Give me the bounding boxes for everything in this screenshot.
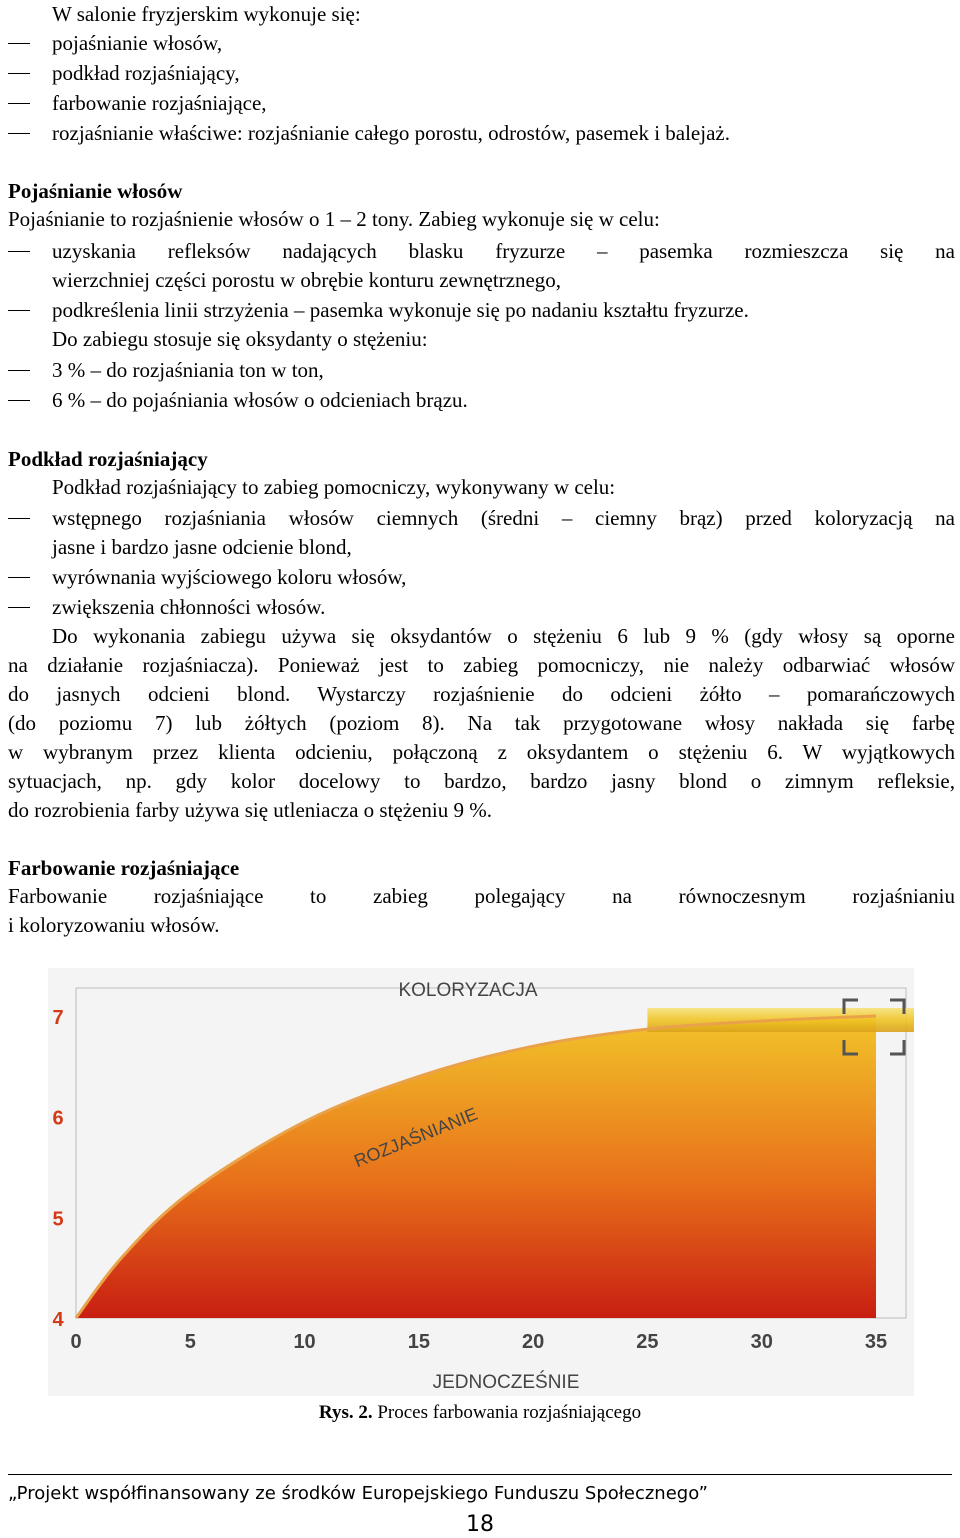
section2-para-line: do jasnych odcieni blond. Wystarczy rozjaśnienie do odcieni żółto – pomarańczowych — [8, 682, 955, 706]
dash-bullet — [8, 251, 30, 252]
section1-item2: podkreślenia linii strzyżenia – pasemka wykonuje się po nadaniu kształtu fryzurze. — [52, 298, 749, 322]
section2-para-line: w wybranym przez klienta odcieniu, połączoną z oksydantem o stężeniu 6. W wyjątkowych — [8, 740, 955, 764]
intro-item: farbowanie rozjaśniające, — [52, 91, 267, 115]
x-tick-label: 20 — [522, 1331, 545, 1353]
caption-text: Proces farbowania rozjaśniającego — [372, 1402, 642, 1423]
dash-bullet — [8, 133, 30, 134]
intro-item: rozjaśnianie właściwe: rozjaśnianie całego porostu, odrostów, pasemek i balejaż. — [52, 121, 730, 145]
x-tick-label: 35 — [864, 1331, 888, 1353]
section2-para-line: Do wykonania zabiegu używa się oksydantów o stężeniu 6 lub 9 % (gdy włosy są oporne — [52, 624, 955, 648]
curve-label: ROZJAŚNIANIE — [351, 1103, 481, 1172]
section3-line1: Farbowanie rozjaśniające to zabieg polegający na równoczesnym rozjaśnianiu — [8, 884, 955, 908]
section2-para-line: do rozrobienia farby używa się utleniacza o stężeniu 9 %. — [8, 798, 492, 822]
coloring-process-chart — [48, 968, 914, 1396]
intro-item: podkład rozjaśniający, — [52, 61, 240, 85]
x-tick-label: 30 — [750, 1331, 773, 1353]
section-title-podklad: Podkład rozjaśniający — [8, 447, 208, 471]
x-axis-label: JEDNOCZEŚNIE — [432, 1372, 580, 1393]
section2-para-line: (do poziomu 7) lub żółtych (poziom 8). Na tak przygotowane włosy nakłada się farbę — [8, 711, 955, 735]
dash-bullet — [8, 43, 30, 44]
section2-item2: wyrównania wyjściowego koloru włosów, — [52, 565, 407, 589]
y-tick-label: 4 — [52, 1309, 64, 1331]
page-number: 18 — [466, 1512, 494, 1537]
figure-caption — [0, 1400, 960, 1426]
y-tick-label: 6 — [52, 1107, 64, 1130]
x-tick-label: 15 — [407, 1331, 430, 1353]
intro-item: pojaśnianie włosów, — [52, 31, 223, 55]
footer-text: „Projekt współfinansowany ze środków Europejskiego Funduszu Społecznego” — [8, 1483, 708, 1504]
section1-item1-line2: wierzchniej części porostu w obrębie konturu zewnętrznego, — [52, 268, 562, 292]
y-tick-label: 5 — [52, 1208, 64, 1231]
dash-bullet — [8, 370, 30, 371]
section2-para-line: na działanie rozjaśniacza). Ponieważ jest to zabieg pomocniczy, nie należy odbarwiać włosów — [8, 653, 955, 677]
dash-bullet — [8, 518, 30, 519]
x-tick-label: 5 — [184, 1331, 196, 1353]
caption-label: Rys. 2. — [318, 1402, 373, 1423]
section1-para: Do zabiegu stosuje się oksydanty o stężeniu: — [52, 327, 428, 351]
footer-divider — [8, 1474, 952, 1475]
dash-bullet — [8, 73, 30, 74]
section2-item1-line2: jasne i bardzo jasne odcienie blond, — [52, 535, 352, 559]
section1-conc2: 6 % – do pojaśniania włosów o odcieniach brązu. — [52, 388, 468, 412]
section-title-pojasnianie: Pojaśnianie włosów — [8, 179, 183, 203]
y-tick-label: 7 — [52, 1007, 64, 1029]
section-title-farbowanie: Farbowanie rozjaśniające — [8, 856, 240, 880]
dash-bullet — [8, 577, 30, 578]
section2-lead: Podkład rozjaśniający to zabieg pomocniczy, wykonywany w celu: — [52, 475, 616, 499]
section2-item1-line1: wstępnego rozjaśniania włosów ciemnych (średni – ciemny brąz) przed koloryzacją na — [52, 506, 955, 530]
x-tick-label: 0 — [70, 1331, 82, 1353]
dash-bullet — [8, 607, 30, 608]
section2-item3: zwiększenia chłonności włosów. — [52, 595, 326, 619]
section1-lead: Pojaśnianie to rozjaśnienie włosów o 1 – 2 tony. Zabieg wykonuje się w celu: — [8, 207, 660, 231]
dash-bullet — [8, 310, 30, 311]
section3-line2: i koloryzowaniu włosów. — [8, 913, 220, 937]
section1-conc1: 3 % – do rozjaśniania ton w ton, — [52, 358, 324, 382]
chart-title: KOLORYZACJA — [398, 980, 538, 1001]
dash-bullet — [8, 103, 30, 104]
section2-para-line: sytuacjach, np. gdy kolor docelowy to bardzo, bardzo jasny blond o zimnym refleksie, — [8, 769, 955, 793]
section1-item1-line1: uzyskania refleksów nadających blasku fryzurze – pasemka rozmieszcza się na — [52, 239, 955, 263]
dash-bullet — [8, 400, 30, 401]
x-tick-label: 25 — [636, 1331, 659, 1353]
intro-heading: W salonie fryzjerskim wykonuje się: — [52, 2, 361, 26]
x-tick-label: 10 — [293, 1331, 316, 1353]
